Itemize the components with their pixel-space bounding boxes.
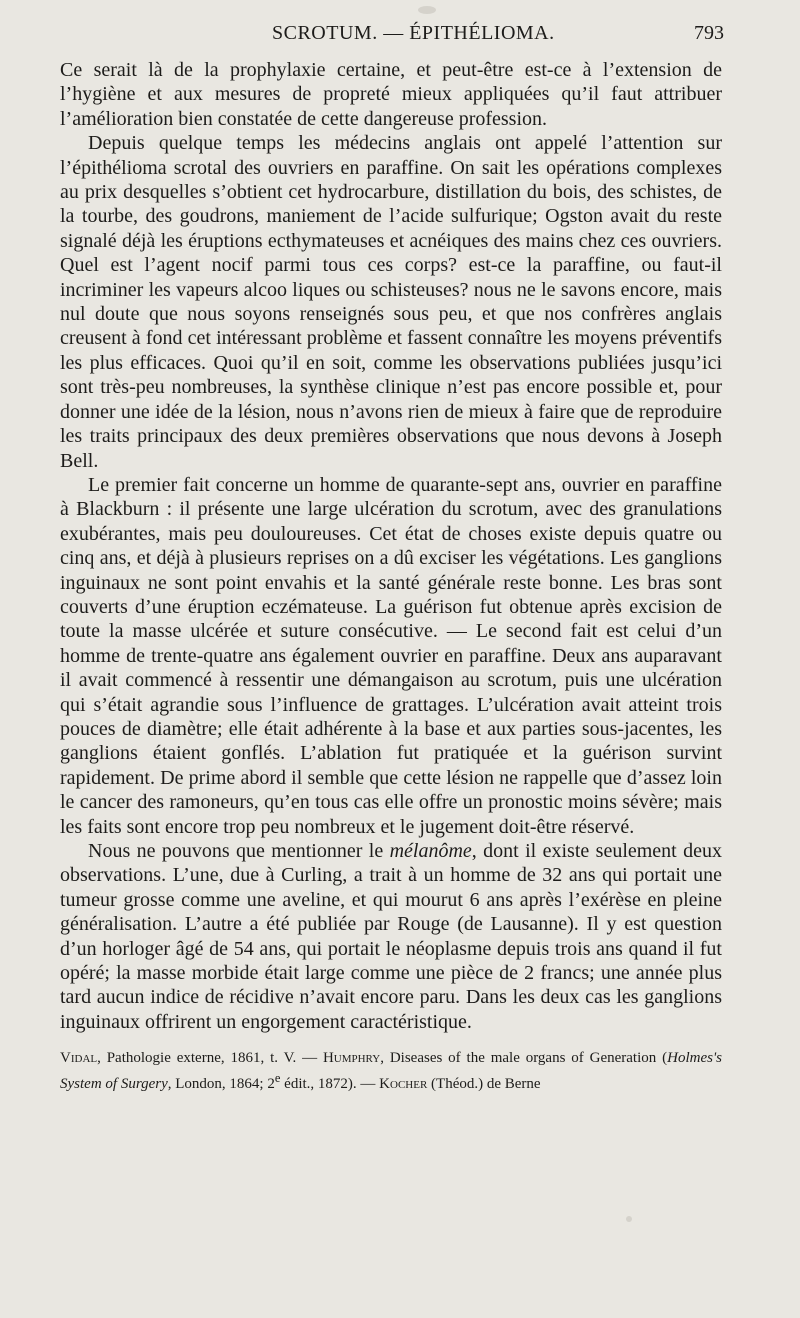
body-text bbox=[60, 58, 722, 1034]
footnote-author-humphry: Humphry bbox=[322, 1050, 381, 1067]
footnote-text-1: , Pathologie externe, 1861, t. V. — bbox=[97, 1050, 323, 1067]
running-header bbox=[60, 22, 722, 52]
footnote-text-3: , London, 1864; 2 bbox=[167, 1076, 275, 1093]
ink-smudge-mark bbox=[418, 6, 436, 14]
ink-dot-mark bbox=[626, 1216, 632, 1222]
page-number: 793 bbox=[694, 22, 724, 44]
paragraph-4 bbox=[60, 839, 722, 1034]
bibliography-footnote bbox=[60, 1048, 722, 1094]
footnote-text-2: , Diseases of the male organs of Generation ( bbox=[380, 1050, 668, 1067]
melanome-term: mélanôme bbox=[389, 840, 472, 862]
paragraph-4-start: Nous ne pouvons que mentionner le bbox=[88, 840, 390, 862]
footnote-author-kocher: Kocher bbox=[379, 1076, 428, 1093]
paragraph-2: Depuis quelque temps les médecins anglais ont appelé l’attention sur l’épithélioma scrotal des ouvriers en paraffine. On sait les opérations complexes au prix desquelles s’obtient cet hydrocarbure, distillation du bois, des schistes, de la tourbe, des goudrons, maniement de l’acide sulfurique; Ogston avait du reste signalé déjà les éruptions ecthymateuses et acnéiques des mains chez ces ouvriers. Quel est l’agent nocif parmi tous ces corps? est-ce la paraffine, ou faut-il incriminer les vapeurs alcoo liques ou schisteuses? nous ne le savons encore, mais nul doute que nous soyons renseignés sous peu, et que nos confrères anglais creusent à fond cet intéressant problème et fassent connaître les moyens préventifs les plus efficaces. Quoi qu’il en soit, comme les observations publiées jusqu’ici sont très-peu nombreuses, la synthèse clinique n’est pas encore possible et, pour donner une idée de la lésion, nous n’avons rien de mieux à faire que de reproduire les traits principaux des deux premières observations que nous devons à Joseph Bell. bbox=[60, 132, 722, 472]
running-title: SCROTUM. — ÉPITHÉLIOMA. bbox=[272, 22, 555, 44]
footnote-work-title: Holmes's System of Surgery bbox=[60, 1050, 722, 1093]
footnote-text-4: édit., 1872). — bbox=[280, 1076, 380, 1093]
footnote-superscript: e bbox=[274, 1071, 281, 1086]
footnote-text-5: (Théod.) de Berne bbox=[427, 1076, 541, 1093]
paragraph-1: Ce serait là de la prophylaxie certaine, et peut-être est-ce à l’extension de l’hygiène et aux mesures de propreté mieux appliquées qu’il faut attribuer l’amélioration bien constatée de cette dangereuse profession. bbox=[60, 59, 722, 130]
paragraph-3: Le premier fait concerne un homme de quarante-sept ans, ouvrier en paraffine à Blackburn : il présente une large ulcération du scrotum, avec des granulations exubérantes, mais peu douloureuses. Cet état de choses existe depuis quatre ou cinq ans, et déjà à plusieurs reprises on a dû exciser les végétations. Les ganglions inguinaux ne sont point envahis et la santé générale reste bonne. Les bras sont couverts d’une éruption eczémateuse. La guérison fut obtenue après excision de toute la masse ulcérée et suture consécutive. — Le second fait est celui d’un homme de trente-quatre ans également ouvrier en paraffine. Deux ans auparavant il avait commencé à ressentir une démangaison au scrotum, puis une ulcération qui s’était agrandie sous l’influence de grattages. L’ulcération avait atteint trois pouces de diamètre; elle était adhérente à la base et aux parties sous-jacentes, les ganglions étaient gonflés. L’ablation fut pratiquée et la guérison survint rapidement. De prime abord il semble que cette lésion ne rappelle que d’assez loin le cancer des ramoneurs, qu’en tous cas elle offre un pronostic moins sévère; mais les faits sont encore trop peu nombreux et le jugement doit-être réservé. bbox=[60, 473, 722, 838]
footnote-author-vidal: Vidal bbox=[60, 1050, 98, 1067]
paragraph-4-rest: , dont il existe seulement deux observations. L’une, due à Curling, a trait à un homme de 32 ans qui portait une tumeur grosse comme une aveline, et qui mourut 6 ans après l’exérèse en pleine généralisation. L’autre a été publiée par Rouge (de Lausanne). Il y est question d’un horloger âgé de 54 ans, qui portait le néoplasme depuis trois ans quand il fut opéré; la masse morbide était large comme une pièce de 2 francs; une année plus tard aucun indice de récidive n’avait encore paru. Dans les deux cas les ganglions inguinaux offrirent un engorgement caractéristique. bbox=[60, 840, 723, 1033]
